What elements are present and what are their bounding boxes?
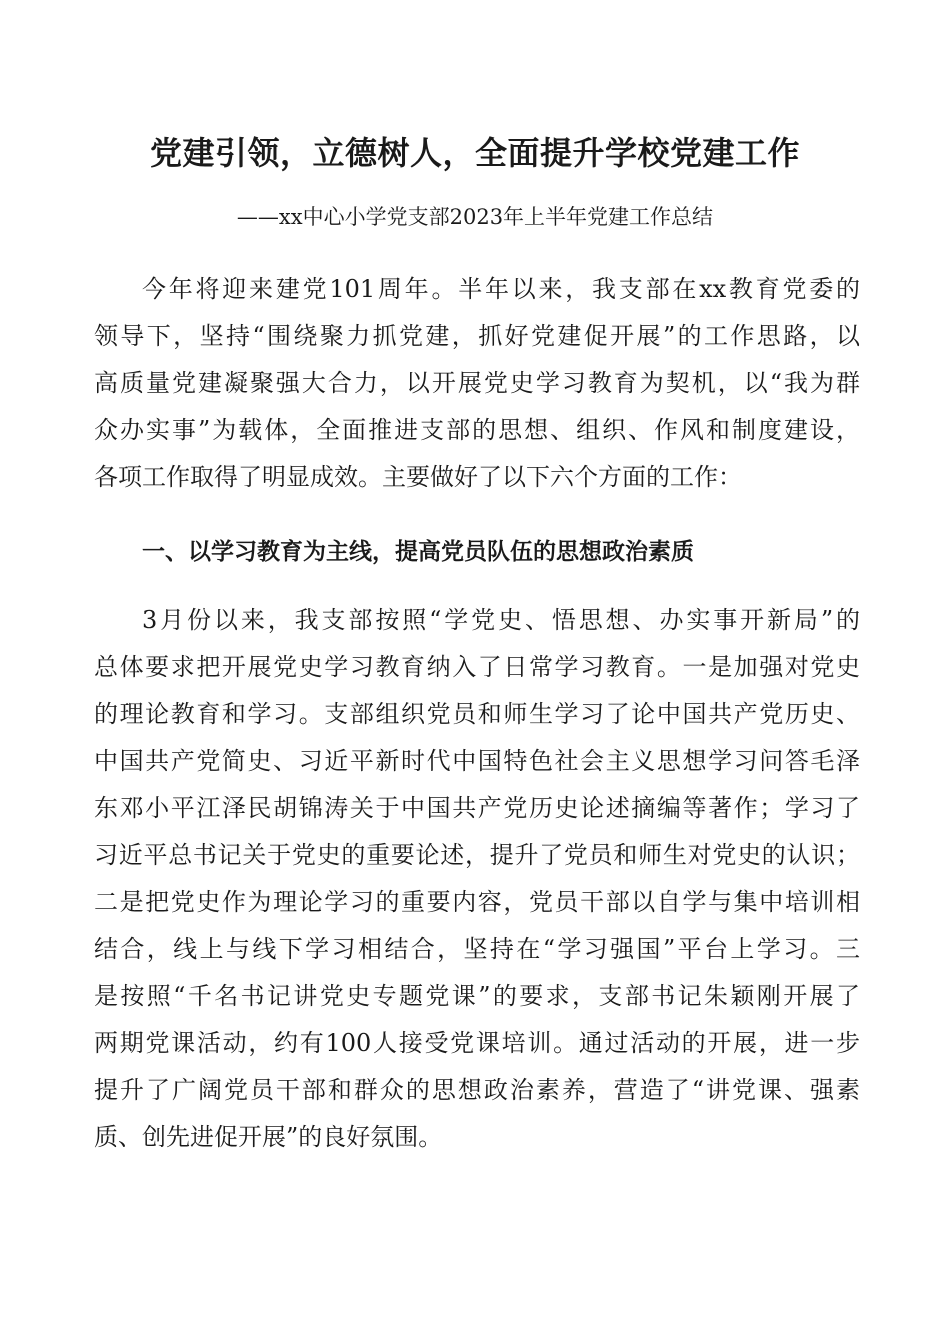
intro-line: 众办实事”为载体，全面推进支部的思想、组织、作风和制度建设， <box>94 416 860 444</box>
document-title: 党建引领，立德树人，全面提升学校党建工作 <box>149 134 800 172</box>
section1-paragraph <box>94 597 860 1161</box>
section1-line: 3月份以来，我支部按照“学党史、悟思想、办实事开新局”的 <box>142 606 860 634</box>
section1-line: 总体要求把开展党史学习教育纳入了日常学习教育。一是加强对党史 <box>94 653 860 681</box>
intro-line: 各项工作取得了明显成效。主要做好了以下六个方面的工作： <box>94 463 742 491</box>
section1-line: 二是把党史作为理论学习的重要内容，党员干部以自学与集中培训相 <box>94 888 860 916</box>
section1-line: 提升了广阔党员干部和群众的思想政治素养，营造了“讲党课、强素 <box>94 1076 860 1104</box>
intro-line: 今年将迎来建党101周年。半年以来，我支部在xx教育党委的 <box>142 275 860 303</box>
section1-line: 习近平总书记关于党史的重要论述，提升了党员和师生对党史的认识； <box>94 841 860 869</box>
section1-line: 质、创先进促开展”的良好氛围。 <box>94 1123 443 1151</box>
section1-line: 东邓小平江泽民胡锦涛关于中国共产党历史论述摘编等著作；学习了 <box>94 794 860 822</box>
section1-line: 是按照“千名书记讲党史专题党课”的要求，支部书记朱颖刚开展了 <box>94 982 860 1010</box>
section1-line: 两期党课活动，约有100人接受党课培训。通过活动的开展，进一步 <box>94 1029 860 1057</box>
section-heading: 一、以学习教育为主线，提高党员队伍的思想政治素质 <box>142 539 694 565</box>
document-subtitle: ——xx中心小学党支部2023年上半年党建工作总结 <box>236 205 714 229</box>
intro-line: 领导下，坚持“围绕聚力抓党建，抓好党建促开展”的工作思路，以 <box>94 322 860 350</box>
intro-paragraph <box>94 266 860 501</box>
section1-line: 中国共产党简史、习近平新时代中国特色社会主义思想学习问答毛泽 <box>94 747 860 775</box>
section1-line: 的理论教育和学习。支部组织党员和师生学习了论中国共产党历史、 <box>94 700 860 728</box>
intro-line: 高质量党建凝聚强大合力，以开展党史学习教育为契机，以“我为群 <box>94 369 860 397</box>
section1-line: 结合，线上与线下学习相结合，坚持在“学习强国”平台上学习。三 <box>94 935 860 963</box>
